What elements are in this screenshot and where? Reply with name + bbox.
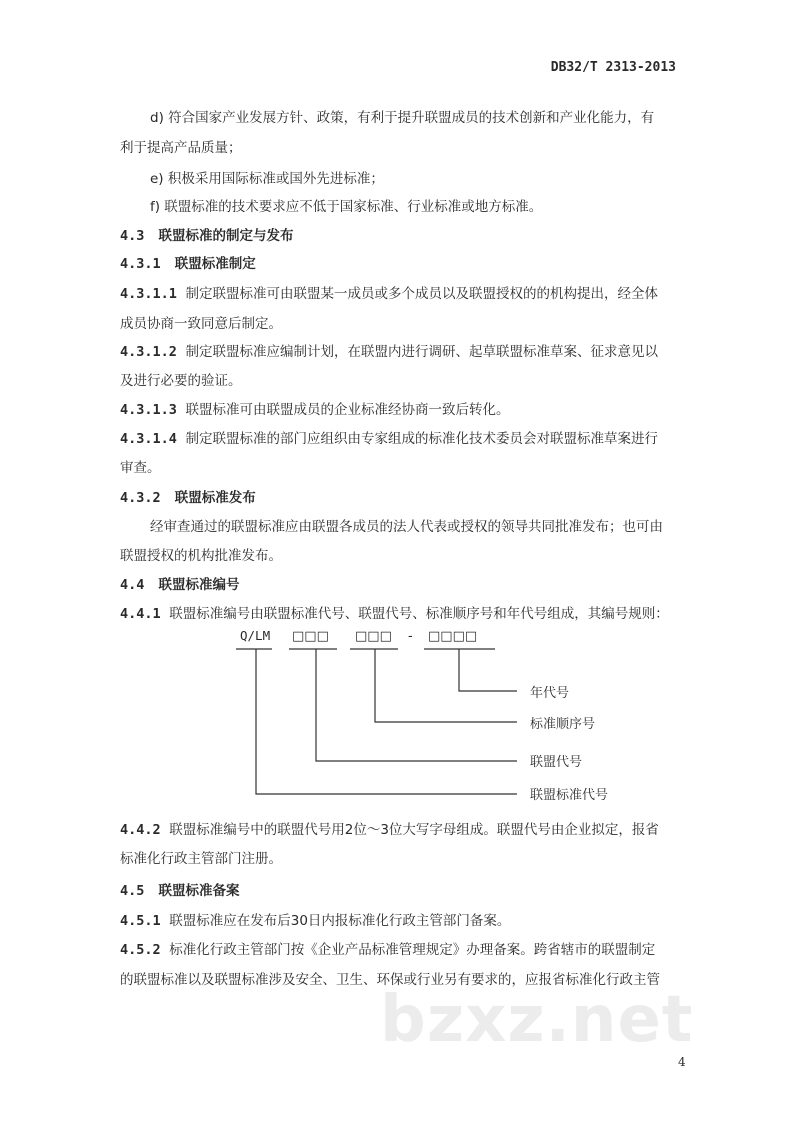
- clause-number: 4.3.1.4: [120, 431, 177, 447]
- label-year-code: 年代号: [530, 686, 570, 701]
- section-number: 4.3.2: [120, 490, 161, 506]
- clause-text: 制定联盟标准的部门应组织由专家组成的标准化技术委员会对联盟标准草案进行: [185, 431, 658, 447]
- clause-number: 4.3.1.2: [120, 344, 177, 360]
- page-number: 4: [678, 1055, 686, 1069]
- section-number: 4.3.1: [120, 256, 161, 272]
- watermark: bzxz.net: [380, 983, 694, 1057]
- clause-number: 4.5.2: [120, 942, 161, 958]
- clause-number: 4.3.1.3: [120, 402, 177, 418]
- clause-4-3-1-2-line2: 及进行必要的验证。: [120, 373, 242, 389]
- serial-number-boxes: □□□: [355, 629, 392, 644]
- clause-text: 联盟标准编号中的联盟代号用2位～3位大写字母组成。联盟代号由企业拟定，报省: [169, 822, 659, 838]
- code-prefix: Q/LM: [240, 628, 271, 643]
- alliance-code-boxes: □□□: [292, 629, 329, 644]
- clause-4-5-1-line1: [120, 909, 510, 929]
- clause-number: 4.5.1: [120, 913, 161, 929]
- serial-connector: [375, 649, 517, 722]
- clause-4-5-2-line2: 的联盟标准以及联盟标准涉及安全、卫生、环保或行业另有要求的，应报省标准化行政主管: [120, 972, 660, 988]
- section-title: 联盟标准的制定与发布: [158, 228, 294, 244]
- section-number: 4.5: [120, 883, 145, 899]
- item-f: f) 联盟标准的技术要求应不低于国家标准、行业标准或地方标准。: [150, 199, 543, 215]
- section-title: 联盟标准制定: [174, 256, 256, 272]
- clause-text: 制定联盟标准应编制计划，在联盟内进行调研、起草联盟标准草案、征求意见以: [185, 344, 658, 360]
- clause-number: 4.4.2: [120, 822, 161, 838]
- clause-4-4-2-line1: [120, 818, 659, 838]
- section-number: 4.4: [120, 577, 145, 593]
- clause-text: 制定联盟标准可由联盟某一成员或多个成员以及联盟授权的的机构提出，经全体: [185, 286, 658, 302]
- item-d-line1: d) 符合国家产业发展方针、政策，有利于提升联盟成员的技术创新和产业化能力，有: [150, 110, 655, 126]
- clause-number: 4.3.1.1: [120, 286, 177, 302]
- year-connector: [459, 649, 517, 691]
- section-title: 联盟标准编号: [158, 577, 240, 593]
- year-code-boxes: □□□□: [428, 629, 478, 644]
- clause-4-4-2-line2: 标准化行政主管部门注册。: [120, 851, 282, 867]
- section-number: 4.3: [120, 228, 145, 244]
- item-d-line2: 利于提高产品质量；: [120, 140, 242, 156]
- item-e: e) 积极采用国际标准或国外先进标准；: [150, 171, 384, 187]
- standard-code-header: DB32/T 2313-2013: [550, 60, 676, 75]
- clause-4-5-2-line1: [120, 938, 655, 958]
- clause-text: 联盟标准可由联盟成员的企业标准经协商一致后转化。: [185, 402, 510, 418]
- clause-number: 4.4.1: [120, 606, 161, 622]
- clause-4-3-2-line1: 经审查通过的联盟标准应由联盟各成员的法人代表或授权的领导共同批准发布；也可由: [150, 519, 663, 535]
- label-serial-number: 标准顺序号: [530, 717, 596, 732]
- label-alliance-code: 联盟代号: [530, 755, 583, 770]
- clause-4-3-1-1-line2: 成员协商一致同意后制定。: [120, 316, 282, 332]
- clause-4-3-1-4-line2: 审查。: [120, 460, 161, 476]
- clause-text: 联盟标准编号由联盟标准代号、联盟代号、标准顺序号和年代号组成，其编号规则：: [169, 606, 669, 622]
- label-standard-code: 联盟标准代号: [530, 788, 609, 803]
- clause-text: 标准化行政主管部门按《企业产品标准管理规定》办理备案。跨省辖市的联盟制定: [169, 942, 656, 958]
- clause-text: 联盟标准应在发布后30日内报标准化行政主管部门备案。: [169, 913, 511, 929]
- section-title: 联盟标准发布: [174, 490, 256, 506]
- section-title: 联盟标准备案: [158, 883, 240, 899]
- code-dash: -: [408, 629, 413, 644]
- alliance-connector: [316, 649, 517, 761]
- clause-4-3-2-line2: 联盟授权的机构批准发布。: [120, 548, 282, 564]
- section-4-5-heading: [120, 879, 240, 899]
